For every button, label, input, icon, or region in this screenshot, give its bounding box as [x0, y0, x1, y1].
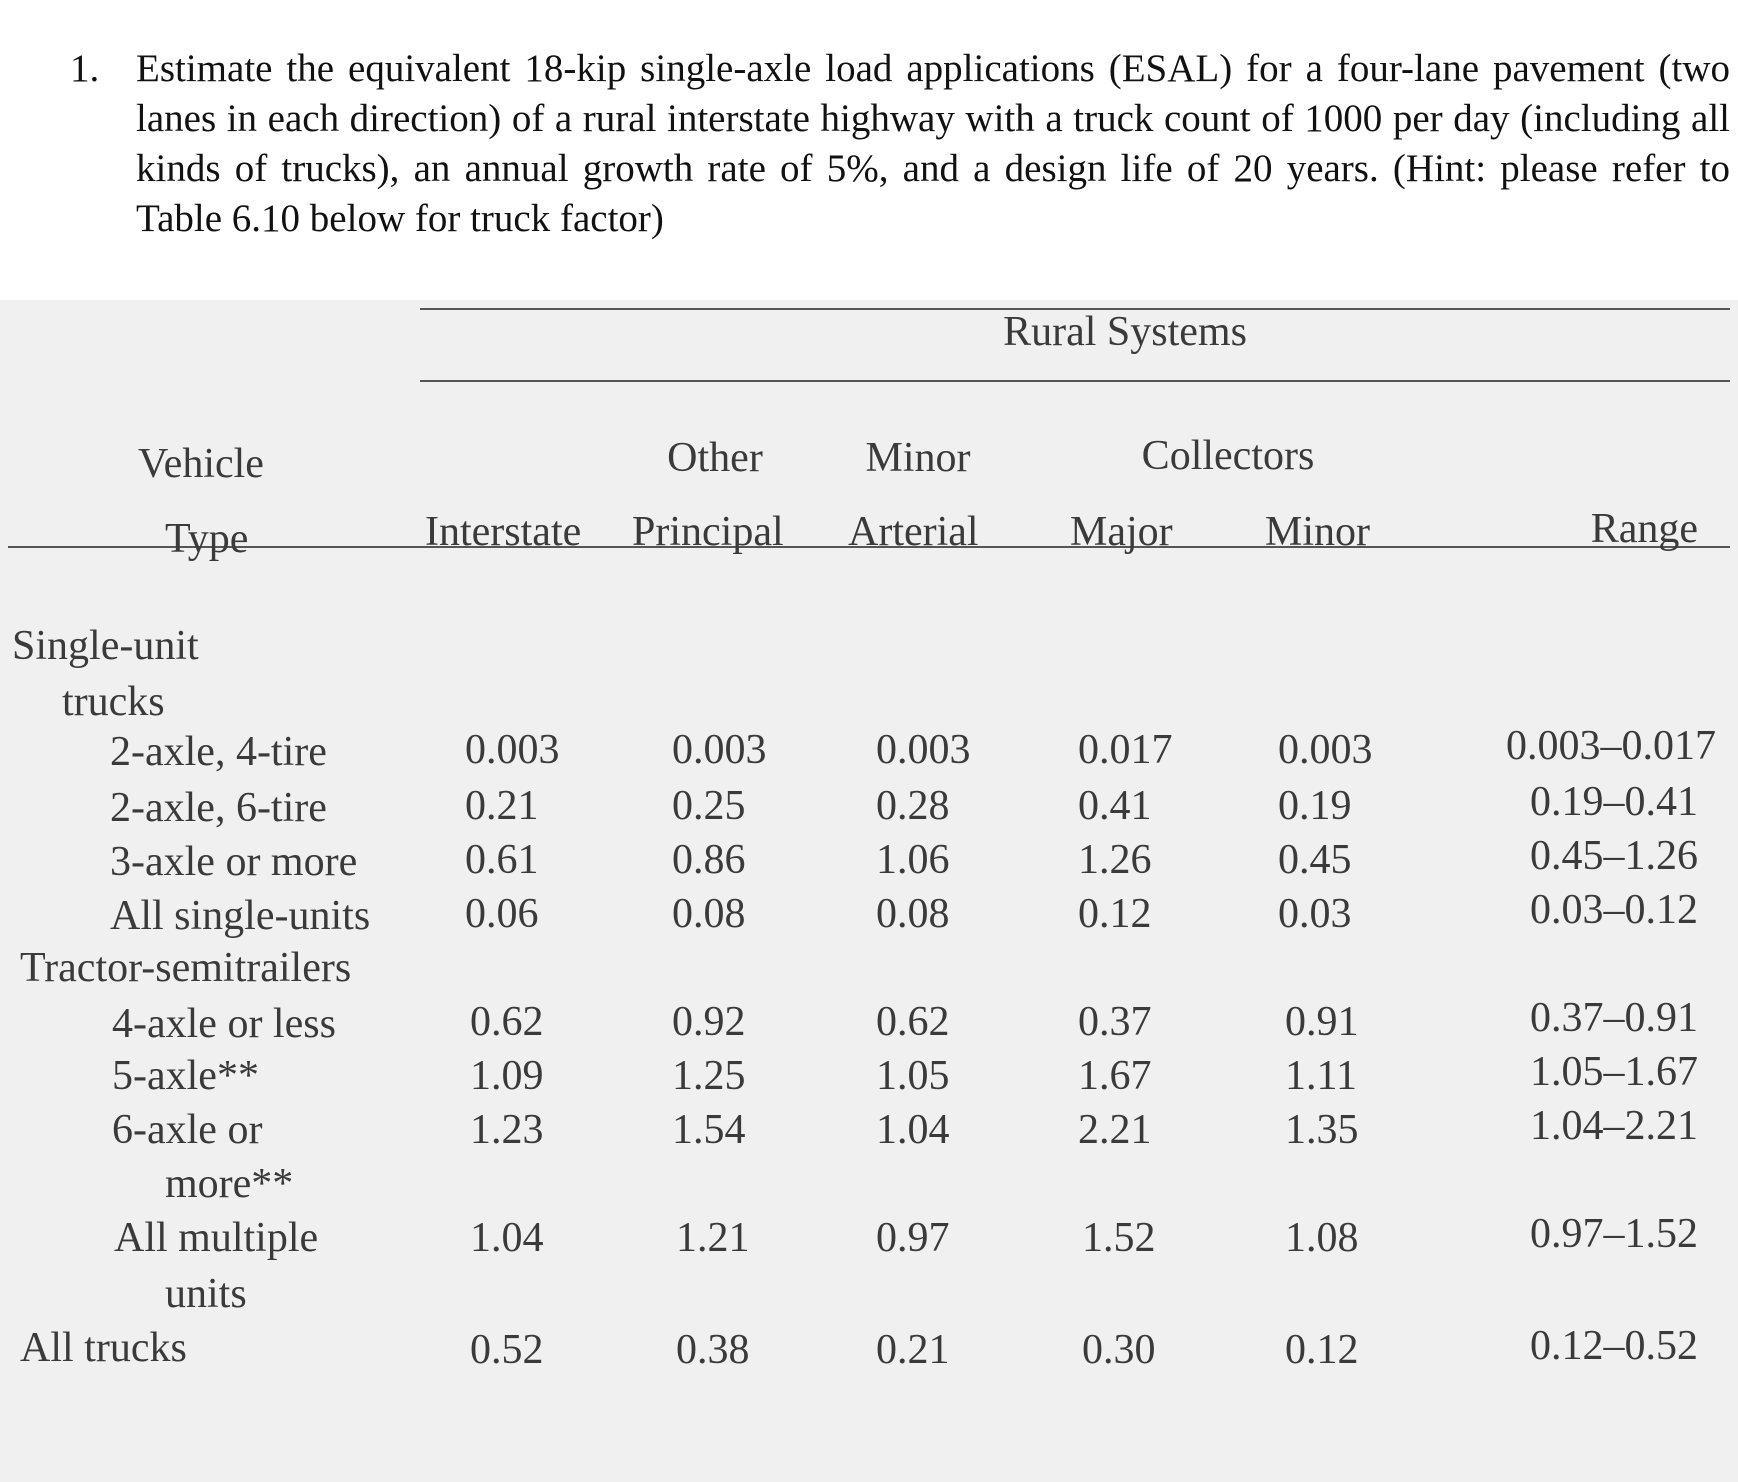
cell-interstate: 0.62: [470, 999, 544, 1045]
section-tractor-semitrailers: Tractor-semitrailers: [20, 945, 352, 991]
header-other: Other: [667, 435, 763, 481]
cell-interstate: 1.23: [470, 1107, 544, 1153]
row-label: All single-units: [110, 893, 371, 939]
header-arterial: Arterial: [848, 509, 979, 555]
cell-minor-arterial: 0.21: [876, 1327, 950, 1373]
cell-range: 0.03–0.12: [1530, 887, 1698, 933]
cell-interstate: 0.06: [465, 891, 539, 937]
cell-minor-arterial: 1.06: [876, 837, 950, 883]
header-range: Range: [1590, 506, 1698, 552]
cell-collectors-minor: 0.91: [1285, 999, 1359, 1045]
cell-range: 0.19–0.41: [1530, 779, 1698, 825]
cell-other-principal: 0.38: [676, 1327, 750, 1373]
header-principal: Principal: [632, 509, 784, 555]
header-collectors: Collectors: [1141, 433, 1315, 479]
cell-minor-arterial: 0.62: [876, 999, 950, 1045]
cell-collectors-minor: 0.19: [1278, 783, 1352, 829]
cell-collectors-minor: 0.003: [1278, 727, 1373, 773]
cell-interstate: 0.21: [465, 783, 539, 829]
header-collectors-minor: Minor: [1265, 509, 1370, 555]
cell-collectors-major: 1.26: [1078, 837, 1152, 883]
header-minor: Minor: [865, 435, 971, 481]
cell-other-principal: 0.003: [672, 727, 767, 773]
row-label: 6-axle or: [112, 1107, 263, 1153]
group-rule: [420, 380, 1730, 382]
cell-collectors-major: 0.30: [1082, 1327, 1156, 1373]
row-label: 2-axle, 6-tire: [110, 785, 327, 831]
cell-collectors-major: 1.52: [1082, 1215, 1156, 1261]
question-number: 1.: [70, 47, 100, 90]
cell-collectors-major: 0.12: [1078, 891, 1152, 937]
cell-other-principal: 0.92: [672, 999, 746, 1045]
cell-range: 0.97–1.52: [1530, 1211, 1698, 1257]
cell-other-principal: 0.08: [672, 891, 746, 937]
cell-interstate: 1.09: [470, 1053, 544, 1099]
row-label-continued: more**: [165, 1161, 294, 1207]
row-label: All multiple: [114, 1215, 319, 1261]
cell-collectors-minor: 1.35: [1285, 1107, 1359, 1153]
header-interstate: Interstate: [425, 509, 582, 555]
cell-range: 0.45–1.26: [1530, 833, 1698, 879]
cell-interstate: 0.003: [465, 727, 560, 773]
group-header: Rural Systems: [1003, 309, 1247, 355]
cell-range: 1.05–1.67: [1530, 1049, 1698, 1095]
cell-range: 0.003–0.017: [1506, 723, 1716, 769]
row-label: All trucks: [20, 1325, 187, 1371]
header-type: Type: [165, 516, 249, 562]
cell-collectors-minor: 0.45: [1278, 837, 1352, 883]
cell-other-principal: 1.25: [672, 1053, 746, 1099]
header-vehicle: Vehicle: [138, 441, 264, 487]
cell-collectors-minor: 0.03: [1278, 891, 1352, 937]
cell-other-principal: 1.21: [676, 1215, 750, 1261]
cell-other-principal: 0.86: [672, 837, 746, 883]
cell-collectors-major: 2.21: [1078, 1107, 1152, 1153]
truck-factor-table: [0, 300, 1738, 1482]
cell-collectors-major: 0.37: [1078, 999, 1152, 1045]
section-single-unit: Single-unit: [12, 623, 199, 669]
cell-minor-arterial: 0.003: [876, 727, 971, 773]
row-label: 3-axle or more: [110, 839, 358, 885]
cell-collectors-minor: 1.08: [1285, 1215, 1359, 1261]
cell-range: 0.37–0.91: [1530, 995, 1698, 1041]
section-single-unit-trucks: trucks: [62, 679, 165, 725]
cell-collectors-major: 0.41: [1078, 783, 1152, 829]
row-label: 4-axle or less: [112, 1001, 336, 1047]
cell-minor-arterial: 0.28: [876, 783, 950, 829]
cell-collectors-minor: 1.11: [1285, 1053, 1357, 1099]
cell-collectors-major: 0.017: [1078, 727, 1173, 773]
cell-other-principal: 0.25: [672, 783, 746, 829]
question: [70, 44, 1730, 244]
row-label-continued: units: [165, 1271, 247, 1317]
cell-interstate: 0.52: [470, 1327, 544, 1373]
cell-collectors-minor: 0.12: [1285, 1327, 1359, 1373]
cell-collectors-major: 1.67: [1078, 1053, 1152, 1099]
row-label: 5-axle**: [112, 1053, 259, 1099]
cell-range: 1.04–2.21: [1530, 1103, 1698, 1149]
cell-minor-arterial: 0.97: [876, 1215, 950, 1261]
header-collectors-major: Major: [1070, 509, 1173, 555]
question-text: Estimate the equivalent 18-kip single-axle load applications (ESAL) for a four-lane pavement (two lanes in each direction) of a rural interstate highway with a truck count of 1000 per day (including all kinds of trucks), an annual growth rate of 5%, and a design life of 20 years. (Hint: please refer to Table 6.10 below for truck factor): [136, 47, 1730, 240]
cell-minor-arterial: 1.04: [876, 1107, 950, 1153]
cell-range: 0.12–0.52: [1530, 1323, 1698, 1369]
cell-interstate: 0.61: [465, 837, 539, 883]
cell-other-principal: 1.54: [672, 1107, 746, 1153]
row-label: 2-axle, 4-tire: [110, 729, 327, 775]
cell-minor-arterial: 0.08: [876, 891, 950, 937]
cell-interstate: 1.04: [470, 1215, 544, 1261]
cell-minor-arterial: 1.05: [876, 1053, 950, 1099]
